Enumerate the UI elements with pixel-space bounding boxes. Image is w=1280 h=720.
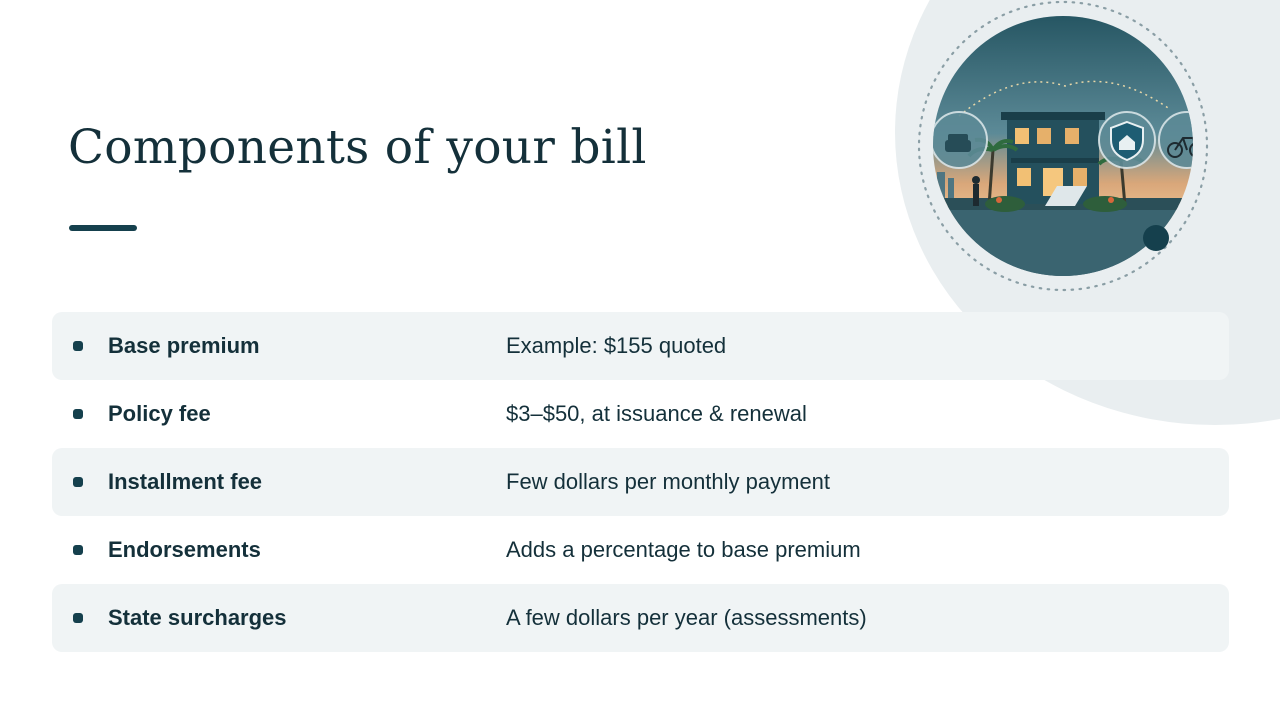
page-title: Components of your bill [68,120,647,175]
component-label: Installment fee [108,469,263,494]
bullet-icon [73,409,83,419]
bullet-icon [73,341,83,351]
component-value: A few dollars per year (assessments) [506,605,867,630]
component-label: Policy fee [108,401,211,426]
list-item [52,584,1229,652]
list-item [52,380,1229,448]
title-underline [69,225,137,231]
house-insurance-illustration-icon [915,0,1211,296]
bullet-icon [73,613,83,623]
component-value: $3–$50, at issuance & renewal [506,401,807,426]
component-value: Few dollars per monthly payment [506,469,831,494]
component-value: Example: $155 quoted [506,333,727,358]
list-item [52,516,1229,584]
list-item [52,312,1229,380]
component-label: Endorsements [108,537,261,562]
bullet-icon [73,477,83,487]
bill-components-list [52,312,1229,652]
component-label: Base premium [108,333,260,358]
list-item [52,448,1229,516]
bullet-icon [73,545,83,555]
component-value: Adds a percentage to base premium [506,537,861,562]
component-label: State surcharges [108,605,287,630]
